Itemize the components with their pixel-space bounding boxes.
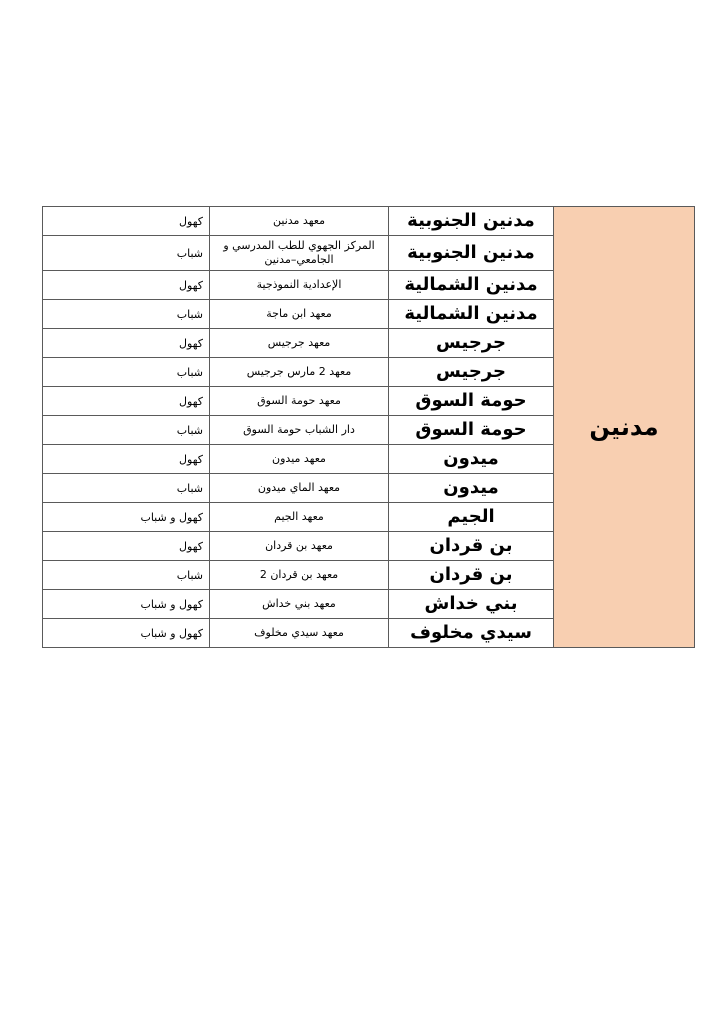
delegation-cell: بن قردان [389, 561, 554, 590]
delegation-cell: سيدي مخلوف [389, 619, 554, 648]
institution-cell: المركز الجهوي للطب المدرسي و الجامعي–مدنين [210, 236, 389, 271]
institution-cell: معهد سيدي مخلوف [210, 619, 389, 648]
delegation-cell: بني خداش [389, 590, 554, 619]
delegation-cell: حومة السوق [389, 416, 554, 445]
institution-cell: معهد بني خداش [210, 590, 389, 619]
schedule-table [42, 206, 695, 648]
institution-cell: معهد 2 مارس جرجيس [210, 358, 389, 387]
delegation-cell: مدنين الجنوبية [389, 236, 554, 271]
institution-cell: معهد بن قردان [210, 532, 389, 561]
category-cell: كهول و شباب [43, 503, 210, 532]
category-cell: كهول [43, 207, 210, 236]
category-cell: شباب [43, 561, 210, 590]
delegation-cell: جرجيس [389, 329, 554, 358]
delegation-cell: ميدون [389, 445, 554, 474]
table-row [43, 207, 695, 236]
institution-cell: معهد الجيم [210, 503, 389, 532]
delegation-cell: مدنين الشمالية [389, 300, 554, 329]
delegation-cell: حومة السوق [389, 387, 554, 416]
category-cell: كهول و شباب [43, 590, 210, 619]
institution-cell: معهد ميدون [210, 445, 389, 474]
category-cell: كهول [43, 329, 210, 358]
category-cell: كهول [43, 387, 210, 416]
region-cell: مدنين [554, 207, 695, 648]
institution-cell: الإعدادية النموذجية [210, 271, 389, 300]
delegation-cell: جرجيس [389, 358, 554, 387]
category-cell: شباب [43, 236, 210, 271]
category-cell: كهول [43, 532, 210, 561]
delegation-cell: ميدون [389, 474, 554, 503]
category-cell: كهول و شباب [43, 619, 210, 648]
category-cell: شباب [43, 300, 210, 329]
schedule-table-wrapper [42, 206, 695, 648]
institution-cell: معهد ابن ماجة [210, 300, 389, 329]
category-cell: شباب [43, 474, 210, 503]
institution-cell: معهد جرجيس [210, 329, 389, 358]
category-cell: شباب [43, 358, 210, 387]
institution-cell: معهد بن قردان 2 [210, 561, 389, 590]
institution-cell: معهد الماي ميدون [210, 474, 389, 503]
institution-cell: معهد مدنين [210, 207, 389, 236]
institution-cell: معهد حومة السوق [210, 387, 389, 416]
delegation-cell: مدنين الجنوبية [389, 207, 554, 236]
delegation-cell: بن قردان [389, 532, 554, 561]
delegation-cell: الجيم [389, 503, 554, 532]
category-cell: شباب [43, 416, 210, 445]
category-cell: كهول [43, 445, 210, 474]
institution-cell: دار الشباب حومة السوق [210, 416, 389, 445]
delegation-cell: مدنين الشمالية [389, 271, 554, 300]
category-cell: كهول [43, 271, 210, 300]
